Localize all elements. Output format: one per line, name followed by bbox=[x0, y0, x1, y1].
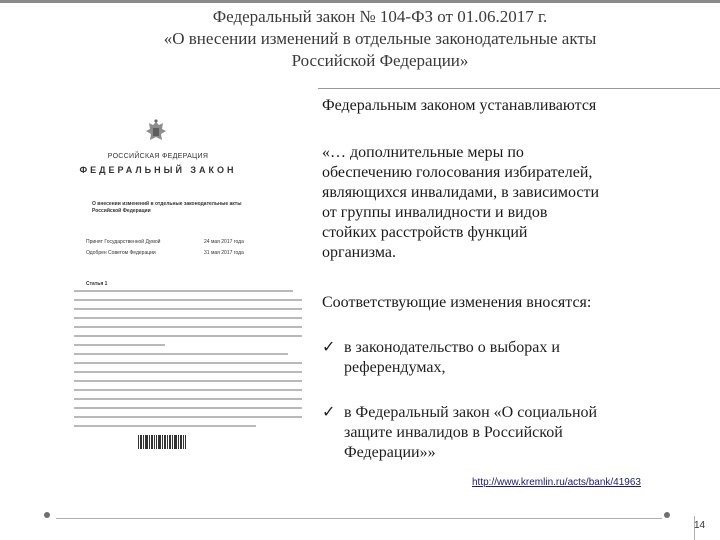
quote-line: организма. bbox=[322, 244, 396, 261]
bullet-line: защите инвалидов в Российской bbox=[344, 424, 563, 441]
quote-line: «… дополнительные меры по bbox=[322, 144, 524, 161]
source-link[interactable]: http://www.kremlin.ru/acts/bank/41963 bbox=[472, 477, 641, 488]
doc-meta-value: 31 мая 2017 года bbox=[204, 250, 244, 256]
barcode-icon bbox=[138, 435, 186, 449]
check-icon: ✓ bbox=[322, 404, 336, 421]
footer-divider bbox=[56, 518, 662, 519]
changes-heading: Соответствующие изменения вносятся: bbox=[322, 294, 592, 311]
title-line-1: Федеральный закон № 104-ФЗ от 01.06.2017 г. bbox=[212, 7, 548, 26]
footer-dot-left bbox=[44, 512, 50, 518]
doc-meta-label: Одобрен Советом Федерации bbox=[86, 250, 156, 256]
doc-meta-value: 24 мая 2017 года bbox=[204, 239, 244, 245]
doc-meta-row bbox=[86, 250, 244, 256]
quote-line: от группы инвалидности и видов bbox=[322, 204, 548, 221]
footer-dot-right bbox=[664, 512, 670, 518]
doc-heading: О внесении изменений в отдельные законодательные акты Российской Федерации bbox=[92, 201, 242, 214]
doc-type: ФЕДЕРАЛЬНЫЙ ЗАКОН bbox=[79, 165, 237, 175]
intro-text: Федеральным законом устанавливаются bbox=[322, 97, 597, 114]
slide-title bbox=[100, 6, 660, 72]
title-line-2: «О внесении изменений в отдельные законодательные акты bbox=[163, 29, 597, 48]
doc-country: РОССИЙСКАЯ ФЕДЕРАЦИЯ bbox=[107, 153, 209, 160]
top-rule bbox=[0, 0, 720, 3]
quote-line: являющихся инвалидами, в зависимости bbox=[322, 184, 600, 201]
title-divider bbox=[318, 88, 720, 89]
title-line-3: Российской Федерации» bbox=[291, 51, 469, 70]
bullet-line: Федерации»» bbox=[344, 444, 436, 461]
quote-line: стойких расстройств функций bbox=[322, 224, 528, 241]
doc-body-text bbox=[74, 290, 302, 434]
quote-text bbox=[322, 143, 682, 263]
quote-line: обеспечению голосования избирателей, bbox=[322, 164, 593, 181]
page-number: 14 bbox=[694, 520, 706, 531]
law-document-image bbox=[52, 105, 310, 465]
bullet-line: в законодательство о выборах и bbox=[344, 339, 560, 356]
doc-meta-row bbox=[86, 239, 244, 245]
bullet-line: в Федеральный закон «О социальной bbox=[344, 404, 598, 421]
doc-article-heading: Статья 1 bbox=[86, 281, 108, 287]
doc-meta-label: Принят Государственной Думой bbox=[86, 239, 161, 245]
bullet-line: референдумах, bbox=[344, 359, 446, 376]
coat-of-arms-icon bbox=[144, 119, 168, 147]
check-icon: ✓ bbox=[322, 339, 336, 356]
